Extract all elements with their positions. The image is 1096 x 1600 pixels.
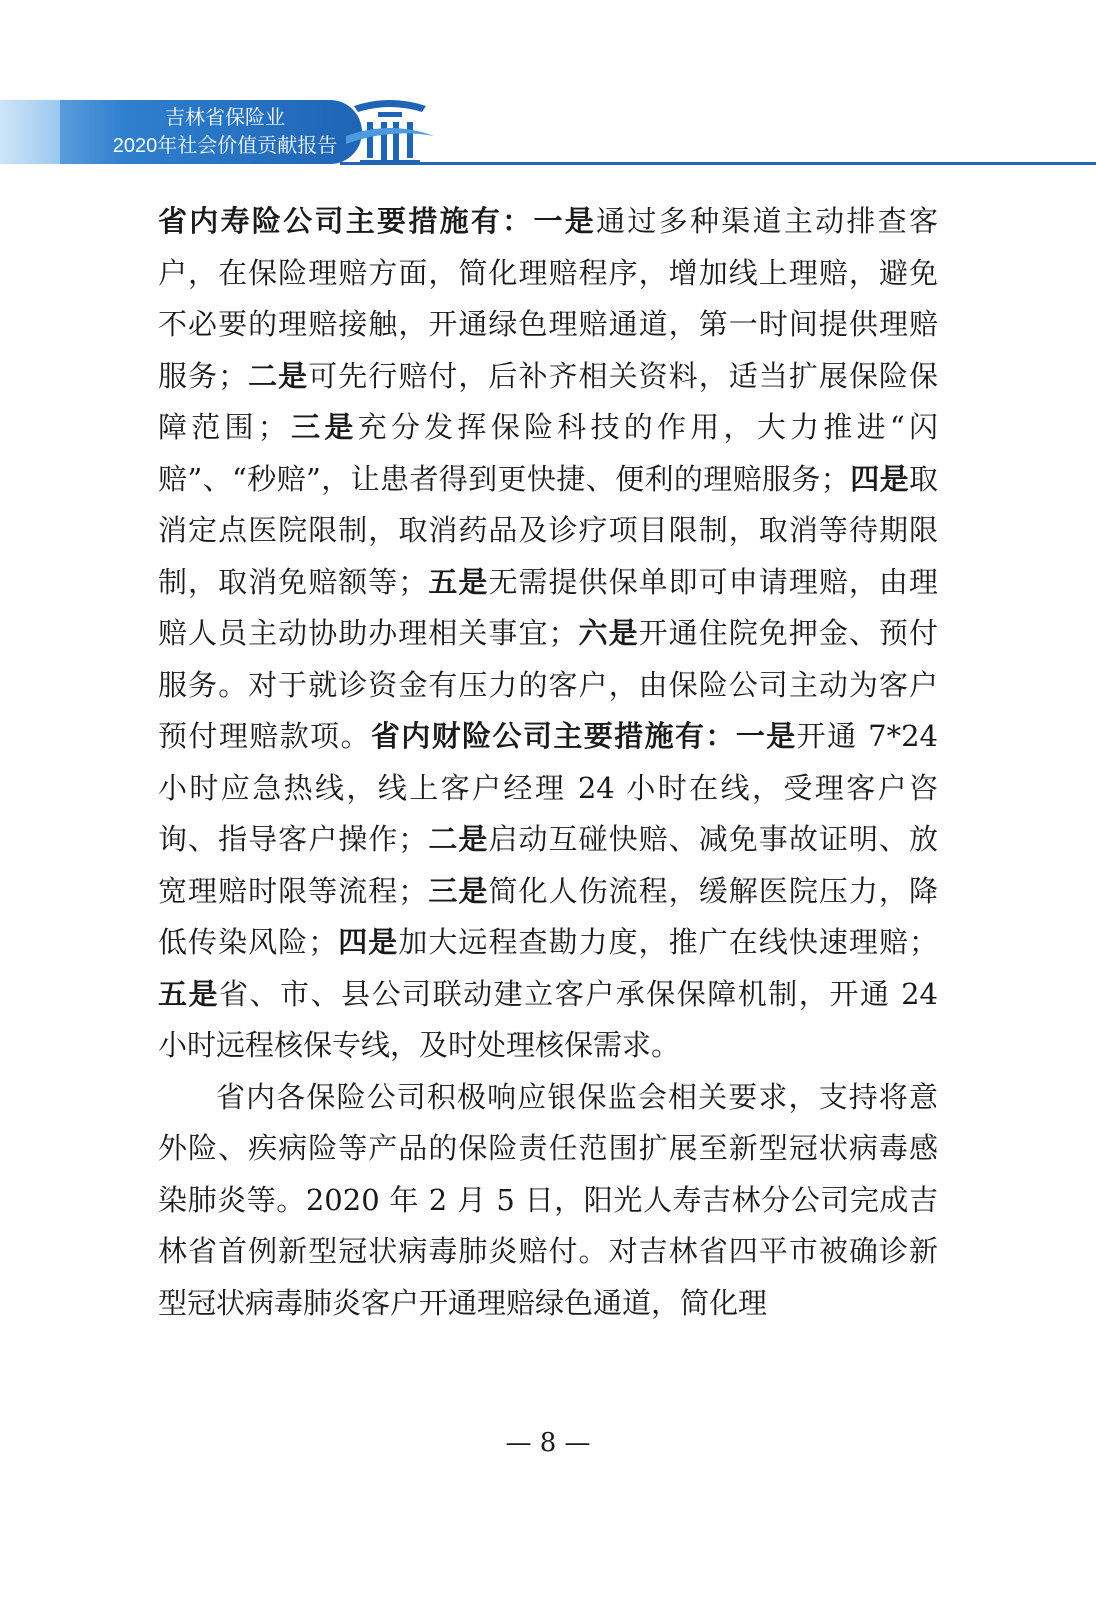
- emphasis-text: 三是: [427, 873, 489, 908]
- report-body: [158, 196, 938, 1329]
- emphasis-text: 一是: [533, 204, 597, 238]
- emphasis-text: 省内财险公司主要措施有：: [370, 719, 736, 753]
- body-text: 充分发挥保险科技的作用，大力推进“闪赔”、“秒赔”，让患者得到更快捷、便利的理赔服务；: [158, 410, 938, 496]
- report-title-line1: 吉林省保险业: [165, 107, 285, 129]
- jilin-insurance-logo-icon: [340, 92, 440, 174]
- emphasis-text: 五是: [427, 564, 489, 599]
- body-text: 取消定点医院限制，取消药品及诊疗项目限制，取消等待期限制，取消免赔额等；: [158, 461, 938, 599]
- body-text: 加大远程查勘力度，推广在线快速理赔；: [398, 925, 938, 959]
- body-paragraph: [158, 196, 938, 1072]
- emphasis-text: 四是: [849, 461, 909, 496]
- body-text: 通过多种渠道主动排查客户，在保险理赔方面，简化理赔程序，增加线上理赔，避免不必要的理赔接触，开通绿色理赔通道，第一时间提供理赔服务；: [158, 204, 938, 393]
- emphasis-text: 四是: [337, 925, 399, 959]
- body-text: 启动互碰快赔、减免事故证明、放宽理赔时限等流程；: [158, 822, 938, 908]
- report-title-line2: 2020年社会价值贡献报告: [112, 135, 338, 157]
- emphasis-text: 三是: [286, 410, 358, 444]
- body-text: 省、市、县公司联动建立客户承保保障机制，开通 24 小时远程核保专线，及时处理核保需求。: [158, 976, 938, 1062]
- body-text: 简化人伤流程，缓解医院压力，降低传染风险；: [158, 873, 938, 959]
- emphasis-text: 二是: [427, 822, 489, 856]
- emphasis-text: 一是: [735, 719, 797, 753]
- page-number: — 8 —: [505, 1428, 591, 1458]
- body-text: 无需提供保单即可申请理赔，由理赔人员主动协助办理相关事宜；: [158, 564, 938, 650]
- emphasis-text: 六是: [577, 616, 639, 650]
- body-text: 开通 7*24 小时应急热线，线上客户经理 24 小时在线，受理客户咨询、指导客户操作；: [158, 719, 938, 856]
- emphasis-text: 二是: [247, 358, 309, 393]
- body-paragraph: [158, 1072, 938, 1330]
- emphasis-text: 五是: [158, 976, 220, 1011]
- header-rule: [340, 162, 1096, 165]
- emphasis-text: 省内寿险公司主要措施有：: [158, 204, 534, 238]
- body-text: 可先行赔付，后补齐相关资料，适当扩展保险保障范围；: [158, 358, 938, 444]
- report-header: [0, 92, 1096, 174]
- body-text: 开通住院免押金、预付服务。对于就诊资金有压力的客户，由保险公司主动为客户预付理赔款项。: [158, 616, 938, 753]
- header-band-highlight: [0, 100, 60, 164]
- body-text: 省内各保险公司积极响应银保监会相关要求，支持将意外险、疾病险等产品的保险责任范围扩展至新型冠状病毒感染肺炎等。2020 年 2 月 5 日，阳光人寿吉林分公司完成吉林省首例新型冠状病毒肺炎赔付。对吉林省四平市被确诊新型冠状病毒肺炎客户开通理赔绿色通道，简化理: [158, 1079, 938, 1320]
- report-title: [90, 104, 360, 160]
